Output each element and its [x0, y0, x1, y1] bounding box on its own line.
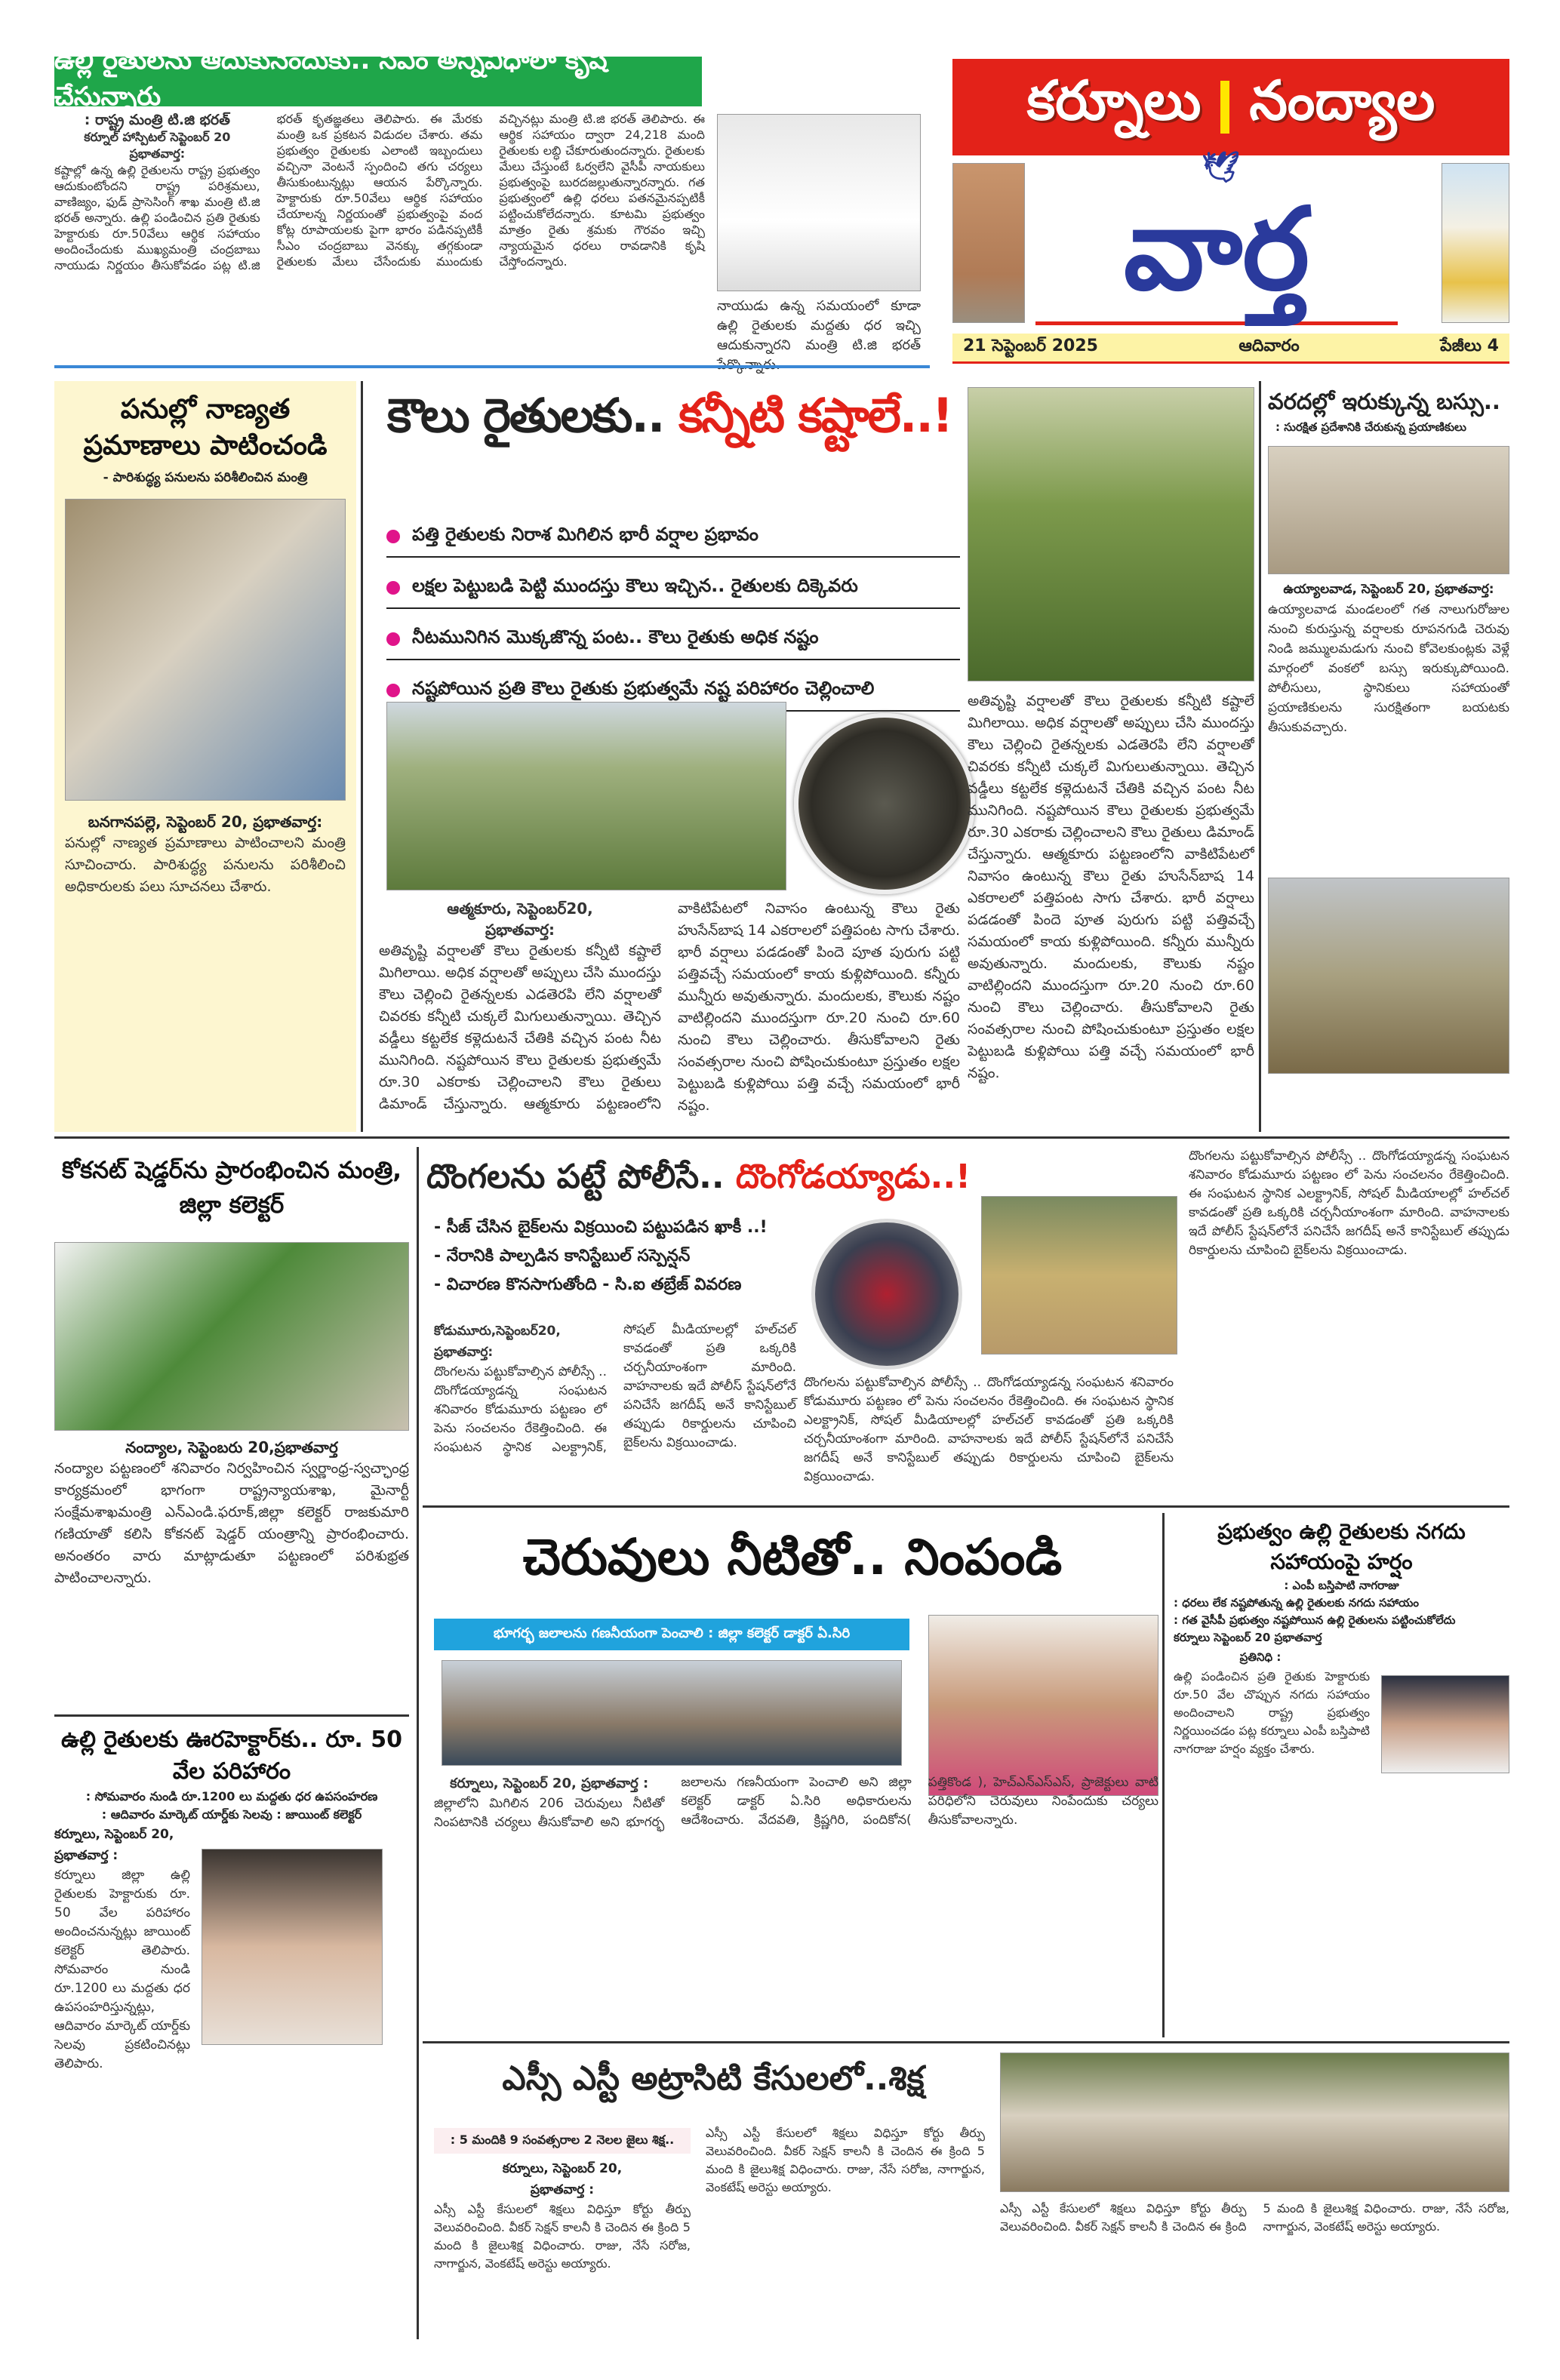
dateline: కర్నూలు, సెప్టెంబర్ 20, [502, 2161, 623, 2176]
headline: పనుల్లో నాణ్యత ప్రమాణాలు పాటించండి [83, 394, 328, 461]
article-body: నంద్యాల పట్టణంలో శనివారం నిర్వహించిన స్వర్ణాంధ్ర-స్వచ్ఛాంధ్ర కార్యక్రమంలో భాగంగా రాష్ట్రన్యాయశాఖ, మైనార్టీ సంక్షేమశాఖమంత్రి ఎన్ఎండి.ఫరూక్,జిల్లా కలెక్టర్ రాజకుమారి గణియాతో కలిసి కోకనట్ షెడ్డర్ యంత్రాన్ని ప్రారంభించారు. అనంతరం వారు మాట్లాడుతూ పట్టణంలో పరిశుభ్రత పాటించాలన్నారు. [54, 1460, 409, 1586]
region-title-band [952, 59, 1509, 155]
subhead: : గత వైసీపీ ప్రభుత్వం నష్టపోయిన ఉల్లి రైతులను పట్టించుకోలేదు [1174, 1613, 1456, 1627]
subhead: - పారిశుద్ధ్య పనులను పరిశీలించిన మంత్రి [103, 470, 308, 485]
photo-constable [981, 1196, 1177, 1355]
photo-fort [952, 163, 1025, 323]
article-body: ఉయ్యాలవాడ మండలంలో గత నాలుగురోజుల నుంచి కురుస్తున్న వర్షాలకు రూపనగుడి చెరువు నిండి జమ్ములమడుగు నుంచి కోవెలకుంట్లకు వెళ్లే మార్గంలో వంకలో బస్సు ఇరుక్కుపోయింది. పోలీసులు, స్థానికులు సహాయంతో ప్రయాణికులను సురక్షితంగా బయటకు తీసుకువచ్చారు. [1268, 602, 1509, 735]
photo-convicts-with-police [1000, 2053, 1509, 2192]
story-tanks [426, 1517, 1158, 2037]
story-coconut [54, 1147, 409, 1713]
dateline: కర్నూలు సెప్టెంబర్ 20 ప్రభాతవార్త [1174, 1631, 1322, 1644]
photo-coconut-shredder-launch [54, 1242, 409, 1431]
dateline: బనగానపల్లె, సెప్టెంబర్ 20, ప్రభాతవార్త: [88, 813, 323, 831]
dateline: ఉయ్యాలవాడ, సెప్టెంబర్ 20, ప్రభాతవార్త: [1283, 582, 1494, 597]
photo-cotton-field [386, 702, 786, 890]
bullet-list [434, 1213, 811, 1299]
region-title-kurnool: కర్నూలు [1026, 69, 1202, 132]
divider-bar [1220, 81, 1229, 134]
story-scst [426, 2049, 1509, 2343]
photo-mp-nagaraju [1381, 1675, 1509, 1773]
source: ప్రభాతవార్త : [54, 1848, 118, 1863]
photo-rotten-bolls-inset [794, 713, 975, 894]
article-body: కర్నూలు జిల్లా ఉల్లి రైతులకు హెక్టారుకు రూ. 50 వేల పరిహారం అందించనున్నట్లు జాయింట్ కలెక్టర్ తెలిపారు. సోమవారం నుండి రూ.1200 లు మద్దతు ధర ఉపసంహరిస్తున్నట్లు, ఆదివారం మార్కెట్ యార్డ్‌కు సెలవు ప్రకటించినట్లు తెలిపారు. [54, 1868, 190, 2071]
photo-flood-bus [1268, 446, 1509, 574]
bullet-item: నష్టపోయిన ప్రతి కౌలు రైతుకు ప్రభుత్వమే నష్ట పరిహారం చెల్లించాలి [386, 671, 960, 712]
headline-banner: ఉల్లి రైతులను ఆదుకునేందుకు.. సీఎం అన్నివిధాలా కృషి చేస్తున్నారు [54, 57, 702, 106]
page-count: పేజీలు 4 [1440, 336, 1499, 355]
headline: ప్రభుత్వం ఉల్లి రైతులకు నగదు సహాయంపై హర్షం [1217, 1519, 1466, 1574]
date-bar [952, 334, 1509, 364]
story-quality [54, 381, 356, 1132]
dateline: కర్నూల్ హాస్పిటల్ సెప్టెంబర్ 20 [84, 130, 231, 144]
bullet-list [386, 517, 960, 722]
headline: ఎస్సీ ఎస్టీ అట్రాసిటి కేసులలో..శిక్ష [502, 2059, 925, 2098]
dateline: నంద్యాల, సెప్టెంబరు 20,ప్రభాతవార్త [125, 1438, 338, 1456]
article-body: కష్టాల్లో ఉన్న ఉల్లి రైతులను రాష్ట్ర ప్రభుత్వం ఆదుకుంటోందని రాష్ట్ర పరిశ్రమలు, వాణిజ్యం, ఫుడ్ ప్రాసెసింగ్ శాఖ మంత్రి టి.జి భరత్ అన్నారు. ఉల్లి పండించిన ప్రతి రైతుకు హెక్టారుకు రూ.50వేలు ఆర్థిక సహాయం అందించేందుకు ముఖ్యమంత్రి చంద్రబాబు నాయుడు నిర్ణయం తీసుకోవడం పట్ల టి.జి భరత్ కృతజ్ఞతలు తెలిపారు. ఈ మేరకు మంత్రి ఒక ప్రకటన విడుదల చేశారు. తమ ప్రభుత్వం రైతులకు ఎలాంటి ఇబ్బందులు వచ్చినా వెంటనే స్పందించి తగు చర్యలు తీసుకుంటున్నట్లు ఆయన పేర్కొన్నారు. హెక్టారుకు రూ.50వేలు ఆర్థిక సహాయం చేయాలన్న నిర్ణయంతో ప్రభుత్వంపై వంద కోట్ల రూపాయలకు పైగా భారం పడినప్పటికీ సీఎం చంద్రబాబు వెనక్కు తగ్గకుండా రైతులకు మేలు చేసేందుకు ముందుకు వచ్చినట్లు మంత్రి టి.జి భరత్ తెలిపారు. ఈ ఆర్థిక సహాయం ద్వారా 24,218 మంది రైతులకు లబ్ధి చేకూరుతుందన్నారు. రైతులకు మేలు చేస్తుంటే ఓర్వలేని వైసీపీ నాయకులు ప్రభుత్వంపై బురదజల్లుతున్నారన్నారు. గత ప్రభుత్వంలో ఉల్లి ధరలు పతనమైనప్పటికీ పట్టించుకోలేదన్నారు. కూటమి ప్రభుత్వం మాత్రం రైతు శ్రమకు గౌరవం ఇచ్చి న్యాయమైన ధరలు రావడానికి కృషి చేస్తోందన్నారు. [54, 112, 705, 272]
source: ప్రభాతవార్త: [485, 921, 555, 939]
dateline: ఆత్మకూరు, సెప్టెంబర్20, [447, 899, 593, 918]
photo-caption: నాయుడు ఉన్న సమయంలో కూడా ఉల్లి రైతులకు మద్దతు ధర ఇచ్చి ఆదుకున్నారని మంత్రి టి.జి భరత్ [717, 298, 921, 353]
issue-day: ఆదివారం [1238, 336, 1300, 355]
subhead: : సురక్షిత ప్రదేశానికి చేరుకున్న ప్రయాణికులు [1275, 420, 1466, 434]
source: ప్రభాతవార్త : [530, 2182, 595, 2197]
story-police [426, 1147, 1181, 1502]
photo-nandi-bull [1442, 163, 1509, 323]
blue-rule [54, 365, 930, 368]
article-body: పనుల్లో నాణ్యత ప్రమాణాలు పాటించాలని మంత్రి సూచించారు. పారిశుద్ధ్య పనులను పరిశీలించి అధికారులకు పలు సూచనలు చేశారు. [65, 835, 346, 895]
photo-police-rescue [1268, 878, 1509, 1074]
subhead-box: : 5 మందికి 9 సంవత్సరాల 2 నెలల జైలు శిక్ష.. [434, 2128, 691, 2154]
bullet-item: పత్తి రైతులకు నిరాశ మిగిలిన భారీ వర్షాల ప్రభావం [386, 517, 960, 558]
article-body: అతివృష్టి వర్షాలతో కౌలు రైతులకు కన్నీటి కష్టాలే మిగిలాయి. అధిక వర్షాలతో అప్పులు చేసి ముందస్తు కౌలు చెల్లించి రైతన్నలకు ఎడతెరపి లేని వర్షాలతో చివరకు కన్నీటి చుక్కలే మిగులుతున్నాయి. తెచ్చిన వడ్డీలు కట్టలేక కళ్లెదుటనే చేతికి వచ్చిన పంట నీట మునిగింది. నష్టపోయిన కౌలు రైతులకు ప్రభుత్వమే రూ.30 ఎకరాకు చెల్లించాలని కౌలు రైతులు డిమాండ్ చేస్తున్నారు. ఆత్మకూరు పట్టణంలోని వాకిటిపేటలో నివాసం ఉంటున్న కౌలు రైతు హుసేన్‌బాష 14 ఎకరాలలో పత్తిపంట సాగు చేశారు. భారీ వర్షాలు పడడంతో పిందె పూత పురుగు పట్టి పత్తివచ్చే సమయంలో కాయ కుళ్లిపోయింది. కన్నీరు మున్నీరు అవుతున్నారు. మందులకు, కౌలుకు నష్టం వాటిల్లిందని ముందస్తుగా రూ.20 నుంచి రూ.60 నుంచి కౌలు చెల్లించారు. తీసుకోవాలని రైతు సంవత్సరాల నుంచి పోషించుకుంటూ ప్రస్తుతం లక్షల పెట్టుబడి కుళ్లిపోయి పత్తి వచ్చే సమయంలో భారీ నష్టం. [379, 900, 960, 1114]
headline: వరదల్లో ఇరుక్కున్న బస్సు.. [1268, 389, 1500, 414]
headline: కౌలు రైతులకు.. కన్నీటి కష్టాలే..! [386, 388, 952, 443]
source: ప్రభాతవార్త: [129, 146, 186, 161]
headline: ఉల్లి రైతులకు ఊరహెక్టార్‌కు.. రూ. 50 వేల పరిహారం [61, 1727, 402, 1785]
dateline: కోడుమూరు,సెప్టెంబర్20, ప్రభాతవార్త: [434, 1324, 561, 1360]
story-cotton [371, 381, 1254, 1132]
article-body: జిల్లాలోని మిగిలిన 206 చెరువులు నీటితో నింపటానికి చర్యలు తీసుకోవాలి అని భూగర్భ జలాలను గణనీయంగా పెంచాలి అని జిల్లా కలెక్టర్ డాక్టర్ ఏ.సిరి అధికారులను ఆదేశించారు. వేదవతి, క్రిష్ణగిరి, పందికోన( పత్తికొండ ), హెచ్ఎన్ఎస్ఎస్, ప్రాజెక్టులు వాటి పరిధిలోని చెరువులు నింపేందుకు చర్యలు తీసుకోవాలన్నారు. [434, 1775, 1158, 1830]
article-body: ఎస్సీ ఎస్టీ కేసులలో శిక్షలు విధిస్తూ కోర్టు తీర్పు వెలువరించింది. వీకర్ సెక్షన్ కాలనీ కి చెందిన ఈ క్రింది 5 మంది కి జైలుశిక్ష విధించారు. రాజు, నేసే సరోజ, నాగార్జున, వెంకటేష్ అరెస్టు అయ్యారు. [434, 2202, 691, 2271]
headline: దొంగలను పట్టే పోలీసే.. దొంగోడయ్యాడు..! [426, 1158, 971, 1196]
subhead: : రాష్ట్ర మంత్రి టి.జి భరత్ [84, 112, 230, 128]
region-title-nandyal: నంద్యాల [1249, 69, 1435, 132]
logo-vaartha: 🕊 వార్త [1035, 155, 1398, 325]
dove-icon: 🕊 [1202, 150, 1240, 185]
story-onion-cm [54, 45, 922, 362]
bullet-item: - నేరానికి పాల్పడిన కానిస్టేబుల్ సస్పెన్షన్ [434, 1247, 691, 1265]
bullet-item: - విచారణ కొనసాగుతోంది - సి.ఐ తబ్రేజ్ వివరణ [434, 1275, 742, 1294]
photo-collector-siri [928, 1615, 1158, 1796]
photo-minister-bharath [717, 114, 921, 291]
bullet-item: లక్షల పెట్టుబడి పెట్టి ముందస్తు కౌలు ఇచ్చిన.. రైతులకు దిక్కెవరు [386, 568, 960, 609]
story-onion-compensation [54, 1724, 409, 2343]
headline: కోకనట్ షెడ్డర్‌ను ప్రారంభించిన మంత్రి, జిల్లా కలెక్టర్ [62, 1157, 402, 1219]
subhead: : ధరలు లేక నష్టపోతున్న ఉల్లి రైతులకు నగదు సహాయం [1174, 1596, 1420, 1610]
bullet-item: - సీజ్ చేసిన బైక్‌లను విక్రయించి పట్టుపడిన ఖాకీ ..! [434, 1218, 768, 1237]
issue-date: 21 సెప్టెంబర్ 2025 [963, 336, 1098, 355]
article-body-continued: దొంగలను పట్టుకోవాల్సిన పోలీస్సే .. దొంగోడయ్యాడన్న సంఘటన శనివారం కోడుమూరు పట్టణం లో పెను సంచలనం రేకెత్తించింది. ఈ సంఘటన స్థానిక ఎలక్ట్రానిక్, సోషల్ మీడియాలల్లో హల్‌చల్ కావడంతో ప్రతి ఒక్కరికి చర్చనీయాంశంగా మారింది. వాహనాలకు ఇదే పోలీస్ స్టేషన్‌లోనే పనిచేసే జగదీష్ అనే కానిస్టేబుల్ తప్పుడు రికార్డులను చూపించి బైక్‌లను విక్రయించాడు. [804, 1375, 1174, 1484]
story-harsham [1174, 1517, 1509, 2037]
article-body-continued: అతివృష్టి వర్షాలతో కౌలు రైతులకు కన్నీటి కష్టాలే మిగిలాయి. అధిక వర్షాలతో అప్పులు చేసి ముందస్తు కౌలు చెల్లించి రైతన్నలకు ఎడతెరపి లేని వర్షాలతో చివరకు కన్నీటి చుక్కలే మిగులుతున్నాయి. తెచ్చిన వడ్డీలు కట్టలేక కళ్లెదుటనే చేతికి వచ్చిన పంట నీట మునిగింది. నష్టపోయిన కౌలు రైతులకు ప్రభుత్వమే రూ.30 ఎకరాకు చెల్లించాలని కౌలు రైతులు డిమాండ్ చేస్తున్నారు. ఆత్మకూరు పట్టణంలోని వాకిటిపేటలో నివాసం ఉంటున్న కౌలు రైతు హుసేన్‌బాష 14 ఎకరాలలో పత్తిపంట సాగు చేశారు. భారీ వర్షాలు పడడంతో పిందె పూత పురుగు పట్టి పత్తివచ్చే సమయంలో కాయ కుళ్లిపోయింది. కన్నీరు మున్నీరు అవుతున్నారు. మందులకు, కౌలుకు నష్టం వాటిల్లిందని ముందస్తుగా రూ.20 నుంచి రూ.60 నుంచి కౌలు చెల్లించారు. తీసుకోవాలని రైతు సంవత్సరాల నుంచి పోషించుకుంటూ ప్రస్తుతం లక్షల పెట్టుబడి కుళ్లిపోయి పత్తి వచ్చే సమయంలో భారీ నష్టం. [968, 693, 1254, 1081]
dateline: కర్నూలు, సెప్టెంబర్ 20, ప్రభాతవార్త : [450, 1776, 649, 1791]
photo-review-meeting [442, 1660, 902, 1766]
subhead: : ఎంపీ బస్తిపాటి నాగరాజు [1284, 1579, 1399, 1592]
article-body: దొంగలను పట్టుకోవాల్సిన పోలీస్సే .. దొంగోడయ్యాడన్న సంఘటన శనివారం కోడుమూరు పట్టణం లో పెను సంచలనం రేకెత్తించింది. ఈ సంఘటన స్థానిక ఎలక్ట్రానిక్, సోషల్ మీడియాలల్లో హల్‌చల్ కావడంతో ప్రతి ఒక్కరికి చర్చనీయాంశంగా మారింది. వాహనాలకు ఇదే పోలీస్ స్టేషన్‌లోనే పనిచేసే జగదీష్ అనే కానిస్టేబుల్ తప్పుడు రికార్డులను చూపించి బైక్‌లను విక్రయించాడు. [434, 1322, 796, 1455]
masthead [952, 59, 1509, 368]
photo-minister-inspection [65, 499, 346, 801]
article-body-continued: ఎస్సీ ఎస్టీ కేసులలో శిక్షలు విధిస్తూ కోర్టు తీర్పు వెలువరించింది. వీకర్ సెక్షన్ కాలనీ కి చెందిన ఈ క్రింది 5 మంది కి జైలుశిక్ష విధించారు. రాజు, నేసే సరోజ, నాగార్జున, వెంకటేష్ అరెస్టు అయ్యారు. [1000, 2201, 1509, 2234]
headline: చెరువులు నీటితో.. నింపండి [522, 1528, 1063, 1586]
banner-collector-quote: భూగర్భ జలాలను గణనీయంగా పెంచాలి : జిల్లా కలెక్టర్ డాక్టర్ ఏ.సిరి [434, 1619, 909, 1650]
subhead: : సోమవారం నుండి రూ.1200 లు మద్దతు ధర ఉపసంహరణ [85, 1789, 378, 1803]
story-bus [1268, 389, 1509, 1132]
dateline: కర్నూలు, సెప్టెంబర్ 20, [54, 1827, 174, 1842]
article-body-continued: దొంగలను పట్టుకోవాల్సిన పోలీస్సే .. దొంగోడయ్యాడన్న సంఘటన శనివారం కోడుమూరు పట్టణం లో పెను సంచలనం రేకెత్తించింది. ఈ సంఘటన స్థానిక ఎలక్ట్రానిక్, సోషల్ మీడియాలల్లో హల్‌చల్ కావడంతో ప్రతి ఒక్కరికి చర్చనీయాంశంగా మారింది. వాహనాలకు ఇదే పోలీస్ స్టేషన్‌లోనే పనిచేసే జగదీష్ అనే కానిస్టేబుల్ తప్పుడు రికార్డులను చూపించి బైక్‌లను విక్రయించాడు. [1189, 1148, 1509, 1258]
photo-joint-collector [202, 1849, 383, 2045]
photo-seized-bikes-inset [811, 1219, 962, 1370]
article-body-continued: ఎస్సీ ఎస్టీ కేసులలో శిక్షలు విధిస్తూ కోర్టు తీర్పు వెలువరించింది. వీకర్ సెక్షన్ కాలనీ కి చెందిన ఈ క్రింది 5 మంది కి జైలుశిక్ష విధించారు. రాజు, నేసే సరోజ, నాగార్జున, వెంకటేష్ అరెస్టు అయ్యారు. [706, 2126, 985, 2194]
bullet-item: నీటమునిగిన మొక్కజొన్న పంట.. కౌలు రైతుకు అధిక నష్టం [386, 620, 960, 660]
photo-farmer-cornfield [968, 387, 1254, 681]
article-body: ఉల్లి పండించిన ప్రతి రైతుకు హెక్టారుకు రూ.50 వేల చొప్పున నగదు సహాయం అందించాలని రాష్ట్ర ప్రభుత్వం నిర్ణయించడం పట్ల కర్నూలు ఎంపీ బస్తిపాటి నాగరాజు హర్షం వ్యక్తం చేశారు. [1174, 1669, 1370, 1756]
subhead: : ఆదివారం మార్కెట్ యార్డ్‌కు సెలవు : జాయింట్ కలెక్టర్ [101, 1807, 362, 1822]
source: ప్రతినిధి : [1239, 1650, 1282, 1664]
